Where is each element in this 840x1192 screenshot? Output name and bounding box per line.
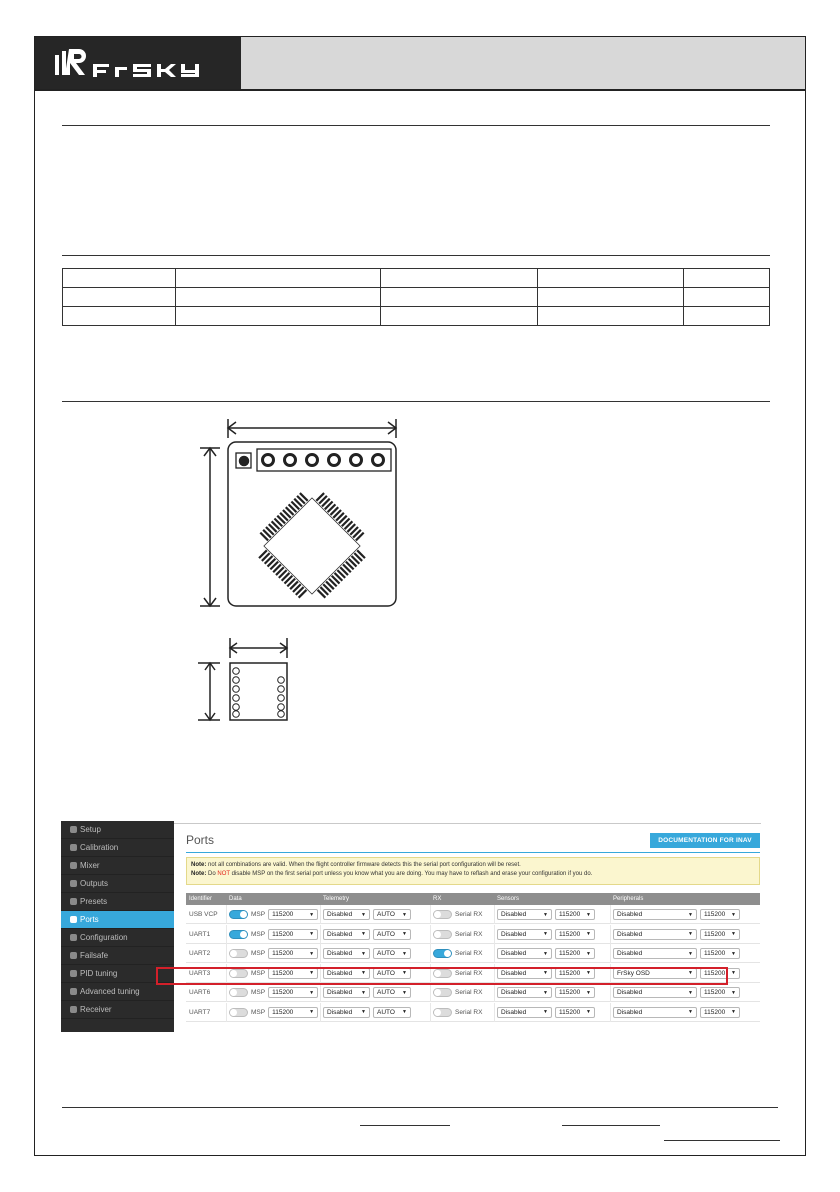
chevron-down-icon: ▼ bbox=[731, 950, 736, 957]
note-label: Note: bbox=[191, 862, 207, 868]
chevron-down-icon: ▼ bbox=[731, 911, 736, 918]
column-divider bbox=[610, 905, 611, 924]
gear-icon bbox=[70, 934, 77, 941]
sensors-select[interactable] bbox=[497, 948, 552, 959]
telemetry-value: Disabled bbox=[327, 969, 353, 977]
telemetry-select[interactable] bbox=[323, 1007, 370, 1018]
column-divider bbox=[320, 1003, 321, 1022]
sensors-select[interactable] bbox=[497, 987, 552, 998]
chevron-down-icon: ▼ bbox=[688, 950, 693, 957]
telemetry-baud-value: AUTO bbox=[377, 911, 395, 918]
wrench-icon bbox=[70, 826, 77, 833]
port-identifier: UART3 bbox=[189, 969, 211, 977]
mixer-icon bbox=[70, 862, 77, 869]
peripherals-baud-value: 115200 bbox=[704, 989, 726, 996]
column-divider bbox=[430, 983, 431, 1002]
peripherals-select[interactable] bbox=[613, 909, 697, 920]
chevron-down-icon: ▼ bbox=[586, 970, 591, 976]
peripherals-baud-value: 115200 bbox=[704, 930, 726, 938]
msp-label: MSP bbox=[251, 930, 266, 938]
table-row bbox=[63, 288, 770, 307]
pid-icon bbox=[70, 970, 77, 977]
serial-rx-toggle[interactable] bbox=[433, 988, 452, 997]
presets-icon bbox=[70, 898, 77, 905]
sidebar-item-mixer[interactable] bbox=[61, 857, 174, 875]
table-row bbox=[186, 925, 760, 944]
section-rule-2 bbox=[62, 255, 770, 256]
inav-ports-screenshot bbox=[61, 821, 761, 1032]
telemetry-select[interactable] bbox=[323, 948, 370, 959]
footer-rule bbox=[62, 1107, 778, 1108]
crosshair-icon bbox=[70, 844, 77, 851]
sensors-baud-value: 115200 bbox=[559, 1008, 581, 1016]
sidebar-item-outputs[interactable] bbox=[61, 875, 174, 893]
chevron-down-icon: ▼ bbox=[402, 1009, 407, 1015]
msp-label: MSP bbox=[251, 950, 266, 957]
column-header: Data bbox=[229, 896, 242, 902]
msp-baud-select[interactable] bbox=[268, 909, 318, 920]
chevron-down-icon: ▼ bbox=[586, 931, 591, 937]
chevron-down-icon: ▼ bbox=[309, 950, 315, 957]
sidebar-item-receiver[interactable] bbox=[61, 1001, 174, 1019]
msp-baud-select[interactable] bbox=[268, 948, 318, 959]
column-divider bbox=[430, 905, 431, 924]
msp-baud-select[interactable] bbox=[268, 987, 318, 998]
column-divider bbox=[610, 944, 611, 963]
msp-baud-select[interactable] bbox=[268, 929, 318, 940]
serial-rx-label: Serial RX bbox=[455, 911, 483, 918]
msp-label: MSP bbox=[251, 911, 266, 918]
column-divider bbox=[226, 983, 227, 1002]
serial-rx-toggle[interactable] bbox=[433, 1008, 452, 1017]
chevron-down-icon: ▼ bbox=[402, 950, 407, 957]
sensors-baud-select[interactable] bbox=[555, 909, 595, 920]
column-header: RX bbox=[433, 896, 442, 902]
sidebar-item-label: Presets bbox=[80, 897, 108, 906]
ports-panel bbox=[174, 821, 761, 1032]
column-divider bbox=[320, 925, 321, 944]
frsky-logo bbox=[35, 37, 241, 89]
footer-link-underline bbox=[562, 1125, 660, 1126]
serial-rx-toggle[interactable] bbox=[433, 910, 452, 919]
table-row bbox=[63, 269, 770, 288]
telemetry-select[interactable] bbox=[323, 909, 370, 920]
msp-toggle[interactable] bbox=[229, 988, 248, 997]
chevron-down-icon: ▼ bbox=[402, 911, 407, 918]
msp-toggle[interactable] bbox=[229, 949, 248, 958]
column-divider bbox=[430, 925, 431, 944]
column-divider bbox=[320, 983, 321, 1002]
telemetry-select[interactable] bbox=[323, 929, 370, 940]
peripherals-baud-select[interactable] bbox=[700, 909, 740, 920]
msp-baud-value: 115200 bbox=[272, 911, 294, 918]
sidebar-item-failsafe[interactable] bbox=[61, 947, 174, 965]
sidebar-item-label: Advanced tuning bbox=[80, 987, 140, 996]
column-divider bbox=[226, 905, 227, 924]
msp-label: MSP bbox=[251, 1008, 266, 1016]
chevron-down-icon: ▼ bbox=[402, 931, 407, 937]
sensors-value: Disabled bbox=[501, 930, 527, 938]
serial-rx-toggle[interactable] bbox=[433, 949, 452, 958]
sidebar-item-advanced-tuning[interactable] bbox=[61, 983, 174, 1001]
column-header: Peripherals bbox=[613, 896, 644, 902]
chevron-down-icon: ▼ bbox=[586, 911, 591, 918]
sensors-value: Disabled bbox=[501, 989, 527, 996]
msp-baud-value: 115200 bbox=[272, 930, 294, 938]
chevron-down-icon: ▼ bbox=[361, 911, 366, 918]
serial-rx-label: Serial RX bbox=[455, 950, 483, 957]
table-row bbox=[63, 307, 770, 326]
port-identifier: USB VCP bbox=[189, 911, 218, 918]
chevron-down-icon: ▼ bbox=[361, 931, 366, 937]
sensors-select[interactable] bbox=[497, 909, 552, 920]
chevron-down-icon: ▼ bbox=[361, 950, 366, 957]
chevron-down-icon: ▼ bbox=[586, 1009, 591, 1015]
chevron-down-icon: ▼ bbox=[688, 970, 693, 976]
peripherals-select[interactable] bbox=[613, 1007, 697, 1018]
chevron-down-icon: ▼ bbox=[543, 931, 548, 937]
serial-rx-label: Serial RX bbox=[455, 1008, 483, 1016]
chevron-down-icon: ▼ bbox=[688, 1009, 693, 1015]
header-divider bbox=[35, 89, 805, 91]
sensors-baud-value: 115200 bbox=[559, 950, 581, 957]
column-header: Sensors bbox=[497, 896, 520, 902]
sensors-value: Disabled bbox=[501, 911, 527, 918]
chevron-down-icon: ▼ bbox=[361, 989, 366, 996]
board-dimension-drawing bbox=[190, 410, 420, 730]
peripherals-baud-select[interactable] bbox=[700, 929, 740, 940]
msp-label: MSP bbox=[251, 969, 266, 977]
chevron-down-icon: ▼ bbox=[309, 970, 315, 976]
port-identifier: UART2 bbox=[189, 950, 211, 957]
sensors-select[interactable] bbox=[497, 929, 552, 940]
sensors-baud-value: 115200 bbox=[559, 969, 581, 977]
footer-link-underline bbox=[664, 1140, 780, 1141]
section-rule-3 bbox=[62, 401, 770, 402]
peripherals-baud-select[interactable] bbox=[700, 1007, 740, 1018]
column-divider bbox=[320, 905, 321, 924]
telemetry-baud-select[interactable] bbox=[373, 929, 411, 940]
title-underline bbox=[186, 852, 760, 853]
uart3-highlight-box bbox=[156, 967, 728, 985]
column-divider bbox=[430, 944, 431, 963]
column-divider bbox=[494, 925, 495, 944]
warning-note bbox=[186, 857, 760, 885]
column-divider bbox=[610, 983, 611, 1002]
telemetry-select[interactable] bbox=[323, 987, 370, 998]
telemetry-baud-value: AUTO bbox=[377, 1008, 395, 1016]
msp-toggle[interactable] bbox=[229, 930, 248, 939]
chevron-down-icon: ▼ bbox=[688, 931, 693, 937]
chevron-down-icon: ▼ bbox=[361, 970, 366, 976]
spec-table bbox=[62, 268, 770, 326]
chevron-down-icon: ▼ bbox=[543, 989, 548, 996]
chevron-down-icon: ▼ bbox=[586, 989, 591, 996]
sidebar-item-label: Setup bbox=[80, 825, 101, 834]
serial-rx-label: Serial RX bbox=[455, 989, 483, 996]
column-header: Identifier bbox=[189, 896, 213, 902]
sidebar-item-label: Receiver bbox=[80, 1005, 112, 1014]
sidebar-item-label: Outputs bbox=[80, 879, 109, 888]
peripherals-baud-value: 115200 bbox=[704, 1008, 726, 1016]
telemetry-baud-value: AUTO bbox=[377, 950, 395, 957]
telemetry-baud-select[interactable] bbox=[373, 909, 411, 920]
chevron-down-icon: ▼ bbox=[361, 1009, 366, 1015]
telemetry-baud-select[interactable] bbox=[373, 1007, 411, 1018]
sidebar bbox=[61, 821, 174, 1032]
peripherals-select[interactable] bbox=[613, 929, 697, 940]
failsafe-icon bbox=[70, 952, 77, 959]
sensors-baud-select[interactable] bbox=[555, 1007, 595, 1018]
plug-icon bbox=[70, 916, 77, 923]
column-divider bbox=[610, 925, 611, 944]
table-row bbox=[186, 1003, 760, 1022]
column-header: Telemetry bbox=[323, 896, 350, 902]
sensors-value: Disabled bbox=[501, 1008, 527, 1016]
note-emphasis: NOT bbox=[217, 871, 230, 877]
telemetry-value: Disabled bbox=[327, 930, 353, 938]
sensors-value: Disabled bbox=[501, 969, 527, 977]
table-row bbox=[186, 905, 760, 924]
peripherals-baud-select[interactable] bbox=[700, 987, 740, 998]
chevron-down-icon: ▼ bbox=[688, 989, 693, 996]
chevron-down-icon: ▼ bbox=[731, 931, 736, 937]
chevron-down-icon: ▼ bbox=[309, 911, 315, 918]
column-divider bbox=[226, 1003, 227, 1022]
chevron-down-icon: ▼ bbox=[731, 1009, 736, 1015]
port-identifier: UART6 bbox=[189, 989, 211, 996]
sidebar-item-presets[interactable] bbox=[61, 893, 174, 911]
sensors-baud-select[interactable] bbox=[555, 929, 595, 940]
sensors-select[interactable] bbox=[497, 1007, 552, 1018]
sidebar-item-label: Failsafe bbox=[80, 951, 109, 960]
column-divider bbox=[494, 983, 495, 1002]
column-divider bbox=[430, 1003, 431, 1022]
chevron-down-icon: ▼ bbox=[731, 970, 736, 976]
panel-top-border bbox=[174, 823, 761, 824]
sidebar-item-label: Calibration bbox=[80, 843, 119, 852]
header-logo-bar bbox=[35, 37, 241, 89]
serial-rx-toggle[interactable] bbox=[433, 930, 452, 939]
peripherals-select[interactable] bbox=[613, 987, 697, 998]
sensors-baud-value: 115200 bbox=[559, 911, 581, 918]
serial-rx-label: Serial RX bbox=[455, 969, 483, 977]
msp-label: MSP bbox=[251, 989, 266, 996]
note-text: disable MSP on the first serial port unless you know what you are doing. You may have to reflash and erase your configuration if you do. bbox=[231, 871, 593, 877]
telemetry-baud-value: AUTO bbox=[377, 930, 395, 938]
peripherals-select[interactable] bbox=[613, 948, 697, 959]
sidebar-item-label: PID tuning bbox=[80, 969, 118, 978]
sidebar-item-setup[interactable] bbox=[61, 821, 174, 839]
chevron-down-icon: ▼ bbox=[543, 1009, 548, 1015]
column-divider bbox=[320, 944, 321, 963]
tuning-icon bbox=[70, 988, 77, 995]
peripherals-baud-value: 115200 bbox=[704, 969, 726, 977]
chevron-down-icon: ▼ bbox=[586, 950, 591, 957]
msp-baud-value: 115200 bbox=[272, 950, 294, 957]
chevron-down-icon: ▼ bbox=[309, 931, 315, 937]
receiver-icon bbox=[70, 1006, 77, 1013]
table-row bbox=[186, 983, 760, 1002]
chevron-down-icon: ▼ bbox=[543, 970, 548, 976]
telemetry-value: Disabled bbox=[327, 911, 353, 918]
sidebar-item-calibration[interactable] bbox=[61, 839, 174, 857]
peripherals-baud-value: 115200 bbox=[704, 911, 726, 918]
chevron-down-icon: ▼ bbox=[688, 911, 693, 918]
column-divider bbox=[494, 944, 495, 963]
note-text: not all combinations are valid. When the flight controller firmware detects this the serial port configuration will be reset. bbox=[208, 862, 521, 868]
peripherals-baud-value: 115200 bbox=[704, 950, 726, 957]
chevron-down-icon: ▼ bbox=[543, 911, 548, 918]
sensors-baud-select[interactable] bbox=[555, 987, 595, 998]
msp-toggle[interactable] bbox=[229, 1008, 248, 1017]
column-divider bbox=[610, 1003, 611, 1022]
port-identifier: UART7 bbox=[189, 1008, 211, 1016]
table-row bbox=[186, 944, 760, 963]
telemetry-value: Disabled bbox=[327, 950, 353, 957]
page-title: Ports bbox=[186, 833, 215, 847]
sidebar-item-configuration[interactable] bbox=[61, 929, 174, 947]
telemetry-value: Disabled bbox=[327, 989, 353, 996]
serial-rx-label: Serial RX bbox=[455, 930, 483, 938]
chevron-down-icon: ▼ bbox=[402, 989, 407, 996]
chevron-down-icon: ▼ bbox=[543, 950, 548, 957]
msp-baud-value: 115200 bbox=[272, 969, 294, 977]
msp-baud-value: 115200 bbox=[272, 1008, 294, 1016]
sidebar-item-ports[interactable] bbox=[61, 911, 174, 929]
section-rule-1 bbox=[62, 125, 770, 126]
msp-toggle[interactable] bbox=[229, 910, 248, 919]
msp-baud-value: 115200 bbox=[272, 989, 294, 996]
port-identifier: UART1 bbox=[189, 930, 211, 938]
peripherals-value: Disabled bbox=[617, 989, 643, 996]
sensors-baud-value: 115200 bbox=[559, 930, 581, 938]
note-label: Note: bbox=[191, 871, 207, 877]
chevron-down-icon: ▼ bbox=[309, 989, 315, 996]
documentation-button[interactable]: DOCUMENTATION FOR INAV bbox=[650, 833, 760, 848]
column-divider bbox=[226, 944, 227, 963]
peripherals-value: Disabled bbox=[617, 950, 643, 957]
ports-table-header bbox=[186, 893, 760, 905]
telemetry-baud-value: AUTO bbox=[377, 989, 395, 996]
telemetry-baud-select[interactable] bbox=[373, 987, 411, 998]
note-text: Do bbox=[208, 871, 216, 877]
column-divider bbox=[226, 925, 227, 944]
peripherals-baud-select[interactable] bbox=[700, 948, 740, 959]
msp-baud-select[interactable] bbox=[268, 1007, 318, 1018]
telemetry-value: Disabled bbox=[327, 1008, 353, 1016]
column-divider bbox=[494, 1003, 495, 1022]
sidebar-item-label: Ports bbox=[80, 915, 99, 924]
telemetry-baud-select[interactable] bbox=[373, 948, 411, 959]
sensors-value: Disabled bbox=[501, 950, 527, 957]
chevron-down-icon: ▼ bbox=[402, 970, 407, 976]
sidebar-item-label: Mixer bbox=[80, 861, 100, 870]
footer-link-underline bbox=[360, 1125, 450, 1126]
chevron-down-icon: ▼ bbox=[731, 989, 736, 996]
telemetry-baud-value: AUTO bbox=[377, 969, 395, 977]
chevron-down-icon: ▼ bbox=[309, 1009, 315, 1015]
column-divider bbox=[494, 905, 495, 924]
outputs-icon bbox=[70, 880, 77, 887]
peripherals-value: Disabled bbox=[617, 930, 643, 938]
sensors-baud-select[interactable] bbox=[555, 948, 595, 959]
peripherals-value: Disabled bbox=[617, 1008, 643, 1016]
sidebar-item-label: Configuration bbox=[80, 933, 128, 942]
peripherals-value: Disabled bbox=[617, 911, 643, 918]
peripherals-value: FrSky OSD bbox=[617, 969, 650, 977]
sensors-baud-value: 115200 bbox=[559, 989, 581, 996]
header-title-bar bbox=[241, 37, 805, 89]
